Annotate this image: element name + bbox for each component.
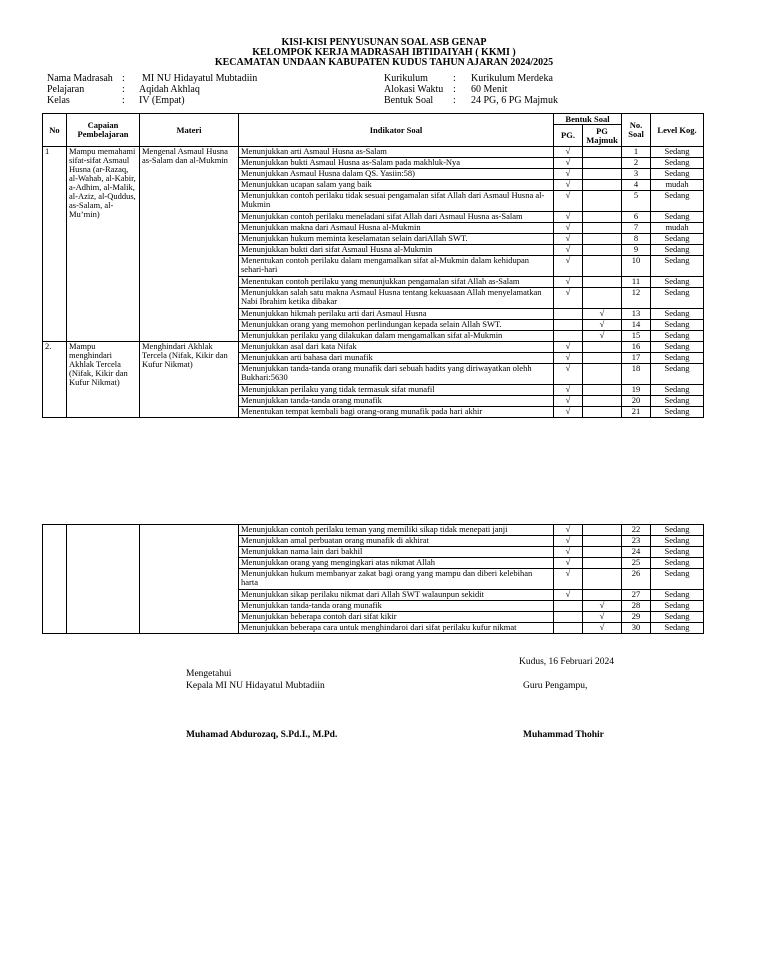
nosoal-cell: 15 <box>622 331 651 342</box>
group-capaian-cell: Mampu menghindari Akhlak Tercela (Nifak, Kikir dan Kufur Nikmat) <box>67 342 140 418</box>
pg-check-cell: √ <box>554 288 583 309</box>
nosoal-cell: 1 <box>622 147 651 158</box>
col-no-header: No <box>43 114 67 147</box>
level-cell: Sedang <box>651 245 704 256</box>
info-label: Alokasi Waktu <box>384 84 444 95</box>
pg-check-cell: √ <box>554 396 583 407</box>
pg-check-cell: √ <box>554 277 583 288</box>
nosoal-cell: 27 <box>622 590 651 601</box>
pgm-check-cell: √ <box>583 320 622 331</box>
sign-guru-title: Guru Pengampu, <box>523 681 588 691</box>
pgm-check-cell: √ <box>583 623 622 634</box>
pg-check-cell: √ <box>554 558 583 569</box>
indikator-cell: Menunjukkan amal perbuatan orang munafik di akhirat <box>239 536 554 547</box>
pg-check-cell: √ <box>554 180 583 191</box>
indikator-cell: Menunjukkan hikmah perilaku arti dari Asmaul Husna <box>239 309 554 320</box>
pgm-check-cell: √ <box>583 309 622 320</box>
indikator-cell: Menunjukkan bukti Asmaul Husna as-Salam pada makhluk-Nya <box>239 158 554 169</box>
nosoal-cell: 9 <box>622 245 651 256</box>
info-left <box>47 73 347 109</box>
info-label: Pelajaran <box>47 84 85 95</box>
doc-title-line2: KELOMPOK KERJA MADRASAH IBTIDAIYAH ( KKMI ) <box>252 47 516 58</box>
indikator-cell: Menunjukkan orang yang memohon perlindungan kepada selain Allah SWT. <box>239 320 554 331</box>
indikator-cell: Menunjukkan beberapa cara untuk menghindaroi dari sifat perilaku kufur nikmat <box>239 623 554 634</box>
pgm-check-cell <box>583 180 622 191</box>
level-cell: Sedang <box>651 525 704 536</box>
level-cell: Sedang <box>651 288 704 309</box>
pgm-check-cell: √ <box>583 331 622 342</box>
level-cell: Sedang <box>651 385 704 396</box>
level-cell: Sedang <box>651 407 704 418</box>
pg-check-cell: √ <box>554 569 583 590</box>
info-colon: : <box>453 95 456 106</box>
indikator-cell: Menunjukkan asal dari kata Nifak <box>239 342 554 353</box>
nosoal-cell: 22 <box>622 525 651 536</box>
pgm-check-cell <box>583 569 622 590</box>
col-level-header: Level Kog. <box>651 114 704 147</box>
col-indikator-header: Indikator Soal <box>239 114 554 147</box>
col-nosoal-header: No. Soal <box>622 114 651 147</box>
pgm-check-cell <box>583 353 622 364</box>
indikator-cell: Menunjukkan beberapa contoh dari sifat kikir <box>239 612 554 623</box>
pg-check-cell: √ <box>554 353 583 364</box>
col-pg-header: PG. <box>554 125 583 147</box>
pg-check-cell <box>554 612 583 623</box>
level-cell: Sedang <box>651 331 704 342</box>
level-cell: Sedang <box>651 234 704 245</box>
info-colon: : <box>453 84 456 95</box>
nosoal-cell: 5 <box>622 191 651 212</box>
pgm-check-cell <box>583 364 622 385</box>
pg-check-cell: √ <box>554 245 583 256</box>
nosoal-cell: 11 <box>622 277 651 288</box>
level-cell: Sedang <box>651 212 704 223</box>
pg-check-cell: √ <box>554 223 583 234</box>
pgm-check-cell: √ <box>583 612 622 623</box>
info-label: Nama Madrasah <box>47 73 113 84</box>
group-capaian-cell: Mampu memahami sifat-sifat Asmaul Husna (ar-Razaq, al-Wahab, al-Kabir, a-Adhim, al-Malik, al-Aziz, al-Quddus, as-Salam, al-Mu’min) <box>67 147 140 342</box>
indikator-cell: Menunjukkan arti Asmaul Husna as-Salam <box>239 147 554 158</box>
pg-check-cell: √ <box>554 234 583 245</box>
info-value: 24 PG, 6 PG Majmuk <box>471 95 558 106</box>
level-cell: Sedang <box>651 612 704 623</box>
indikator-cell: Menentukan contoh perilaku yang menunjukkan pengamalan sifat Allah as-Salam <box>239 277 554 288</box>
pg-check-cell: √ <box>554 525 583 536</box>
pg-check-cell: √ <box>554 212 583 223</box>
indikator-cell: Menunjukkan Asmaul Husna dalam QS. Yasiin:58) <box>239 169 554 180</box>
nosoal-cell: 20 <box>622 396 651 407</box>
pgm-check-cell <box>583 147 622 158</box>
level-cell: Sedang <box>651 558 704 569</box>
nosoal-cell: 10 <box>622 256 651 277</box>
pg-check-cell <box>554 623 583 634</box>
nosoal-cell: 12 <box>622 288 651 309</box>
pgm-check-cell <box>583 385 622 396</box>
col-materi-header: Materi <box>140 114 239 147</box>
indikator-cell: Menunjukkan perilaku yang tidak termasuk sifat munafil <box>239 385 554 396</box>
info-colon: : <box>453 73 456 84</box>
info-colon: : <box>122 95 125 106</box>
level-cell: Sedang <box>651 256 704 277</box>
indikator-cell: Menentukan contoh perilaku dalam mengamalkan sifat al-Mukmin dalam kehidupan sehari-hari <box>239 256 554 277</box>
level-cell: mudah <box>651 180 704 191</box>
nosoal-cell: 13 <box>622 309 651 320</box>
group-materi-cell: Menghindari Akhlak Tercela (Nifak, Kikir dan Kufur Nikmat) <box>140 342 239 418</box>
indikator-cell: Menunjukkan sikap perilaku nikmat dari Allah SWT walaunpun sekidit <box>239 590 554 601</box>
pgm-check-cell <box>583 525 622 536</box>
level-cell: Sedang <box>651 396 704 407</box>
info-label: Kelas <box>47 95 70 106</box>
info-value: MI NU Hidayatul Mubtadiin <box>142 73 258 84</box>
pg-check-cell: √ <box>554 147 583 158</box>
nosoal-cell: 14 <box>622 320 651 331</box>
group-no-cell <box>43 525 67 634</box>
level-cell: Sedang <box>651 277 704 288</box>
indikator-cell: Menunjukkan nama lain dari bakhil <box>239 547 554 558</box>
nosoal-cell: 24 <box>622 547 651 558</box>
sign-kepala-title: Kepala MI NU Hidayatul Mubtadiin <box>186 681 325 691</box>
indikator-cell: Menunjukkan perilaku yang dilakukan dalam mengamalkan sifat al-Mukmin <box>239 331 554 342</box>
info-right <box>384 73 684 109</box>
level-cell: Sedang <box>651 342 704 353</box>
group-materi-cell: Mengenal Asmaul Husna as-Salam dan al-Mukmin <box>140 147 239 342</box>
level-cell: Sedang <box>651 147 704 158</box>
nosoal-cell: 8 <box>622 234 651 245</box>
pgm-check-cell <box>583 191 622 212</box>
level-cell: Sedang <box>651 536 704 547</box>
nosoal-cell: 3 <box>622 169 651 180</box>
pgm-check-cell <box>583 396 622 407</box>
indikator-cell: Menunjukkan makna dari Asmaul Husna al-Mukmin <box>239 223 554 234</box>
indikator-cell: Menunjukkan salah satu makna Asmaul Husna tentang kekuasaan Allah menyelamatkan Nabi Ibrahim ketika dibakar <box>239 288 554 309</box>
kisi-table-part2 <box>42 524 704 634</box>
sign-mengetahui: Mengetahui <box>186 669 232 679</box>
pg-check-cell: √ <box>554 169 583 180</box>
indikator-cell: Menentukan tempat kembali bagi orang-orang munafik pada hari akhir <box>239 407 554 418</box>
pg-check-cell: √ <box>554 191 583 212</box>
sign-kepala-name: Muhamad Abdurozaq, S.Pd.I., M.Pd. <box>186 730 338 740</box>
level-cell: Sedang <box>651 547 704 558</box>
doc-title-line1: KISI-KISI PENYUSUNAN SOAL ASB GENAP <box>281 37 487 48</box>
info-value: IV (Empat) <box>139 95 185 106</box>
nosoal-cell: 29 <box>622 612 651 623</box>
pgm-check-cell <box>583 536 622 547</box>
info-value: 60 Menit <box>471 84 508 95</box>
nosoal-cell: 2 <box>622 158 651 169</box>
indikator-cell: Menunjukkan contoh perilaku meneladani sifat Allah dari Asmaul Husna as-Salam <box>239 212 554 223</box>
col-bentuk-header: Bentuk Soal <box>554 114 622 125</box>
nosoal-cell: 18 <box>622 364 651 385</box>
level-cell: Sedang <box>651 364 704 385</box>
indikator-cell: Menunjukkan tanda-tanda orang munafik <box>239 396 554 407</box>
col-pgm-header: PG Majmuk <box>583 125 622 147</box>
kisi-table-part1 <box>42 113 704 418</box>
nosoal-cell: 7 <box>622 223 651 234</box>
nosoal-cell: 6 <box>622 212 651 223</box>
sign-guru-name: Muhammad Thohir <box>523 730 604 740</box>
pgm-check-cell <box>583 288 622 309</box>
level-cell: Sedang <box>651 569 704 590</box>
pg-check-cell: √ <box>554 385 583 396</box>
pgm-check-cell <box>583 212 622 223</box>
pgm-check-cell <box>583 407 622 418</box>
nosoal-cell: 26 <box>622 569 651 590</box>
info-value: Aqidah Akhlaq <box>139 84 200 95</box>
pgm-check-cell <box>583 547 622 558</box>
pgm-check-cell <box>583 234 622 245</box>
doc-title-line3: KECAMATAN UNDAAN KABUPATEN KUDUS TAHUN AJARAN 2024/2025 <box>214 57 554 68</box>
indikator-cell: Menunjukkan tanda-tanda orang munafik dari sebuah hadits yang diriwayatkan olehh Bukhari:5630 <box>239 364 554 385</box>
indikator-cell: Menunjukkan hukum membanyar zakat bagi orang yang mampu dan diberi kelebihan harta <box>239 569 554 590</box>
nosoal-cell: 30 <box>622 623 651 634</box>
table-row <box>43 342 704 353</box>
info-label: Bentuk Soal <box>384 95 434 106</box>
info-label: Kurikulum <box>384 73 428 84</box>
pgm-check-cell <box>583 256 622 277</box>
indikator-cell: Menunjukkan contoh perilaku teman yang memiliki sikap tidak menepati janji <box>239 525 554 536</box>
level-cell: Sedang <box>651 309 704 320</box>
pgm-check-cell <box>583 158 622 169</box>
pg-check-cell <box>554 331 583 342</box>
sign-place-date: Kudus, 16 Februari 2024 <box>519 657 614 667</box>
level-cell: Sedang <box>651 601 704 612</box>
info-colon: : <box>122 73 125 84</box>
indikator-cell: Menunjukkan contoh perilaku tidak sesuai pengamalan sifat Allah dari Asmaul Husna al-Mukmin <box>239 191 554 212</box>
pg-check-cell: √ <box>554 536 583 547</box>
pg-check-cell <box>554 601 583 612</box>
info-colon: : <box>122 84 125 95</box>
nosoal-cell: 16 <box>622 342 651 353</box>
indikator-cell: Menunjukkan ucapan salam yang baik <box>239 180 554 191</box>
pgm-check-cell: √ <box>583 601 622 612</box>
pgm-check-cell <box>583 245 622 256</box>
pgm-check-cell <box>583 277 622 288</box>
nosoal-cell: 21 <box>622 407 651 418</box>
indikator-cell: Menunjukkan tanda-tanda orang munafik <box>239 601 554 612</box>
pgm-check-cell <box>583 558 622 569</box>
pg-check-cell <box>554 320 583 331</box>
indikator-cell: Menunjukkan arti bahasa dari munafik <box>239 353 554 364</box>
indikator-cell: Menunjukkan orang yang mengingkari atas nikmat Allah <box>239 558 554 569</box>
level-cell: Sedang <box>651 590 704 601</box>
table-row <box>43 525 704 536</box>
nosoal-cell: 25 <box>622 558 651 569</box>
group-no-cell: 2. <box>43 342 67 418</box>
pgm-check-cell <box>583 223 622 234</box>
pg-check-cell: √ <box>554 407 583 418</box>
pg-check-cell: √ <box>554 256 583 277</box>
indikator-cell: Menunjukkan bukti dari sifat Asmaul Husna al-Mukmin <box>239 245 554 256</box>
level-cell: Sedang <box>651 353 704 364</box>
pgm-check-cell <box>583 342 622 353</box>
pg-check-cell: √ <box>554 364 583 385</box>
table-row <box>43 147 704 158</box>
level-cell: Sedang <box>651 158 704 169</box>
pg-check-cell <box>554 309 583 320</box>
info-value: Kurikulum Merdeka <box>471 73 553 84</box>
nosoal-cell: 17 <box>622 353 651 364</box>
level-cell: Sedang <box>651 623 704 634</box>
pg-check-cell: √ <box>554 590 583 601</box>
nosoal-cell: 28 <box>622 601 651 612</box>
group-materi-cell <box>140 525 239 634</box>
group-no-cell: 1 <box>43 147 67 342</box>
nosoal-cell: 19 <box>622 385 651 396</box>
level-cell: Sedang <box>651 191 704 212</box>
pg-check-cell: √ <box>554 342 583 353</box>
group-capaian-cell <box>67 525 140 634</box>
pg-check-cell: √ <box>554 158 583 169</box>
pgm-check-cell <box>583 590 622 601</box>
nosoal-cell: 23 <box>622 536 651 547</box>
level-cell: mudah <box>651 223 704 234</box>
pgm-check-cell <box>583 169 622 180</box>
pg-check-cell: √ <box>554 547 583 558</box>
indikator-cell: Menunjukkan hukum meminta keselamatan selain dariAllah SWT. <box>239 234 554 245</box>
level-cell: Sedang <box>651 320 704 331</box>
nosoal-cell: 4 <box>622 180 651 191</box>
level-cell: Sedang <box>651 169 704 180</box>
col-capaian-header: Capaian Pembelajaran <box>67 114 140 147</box>
